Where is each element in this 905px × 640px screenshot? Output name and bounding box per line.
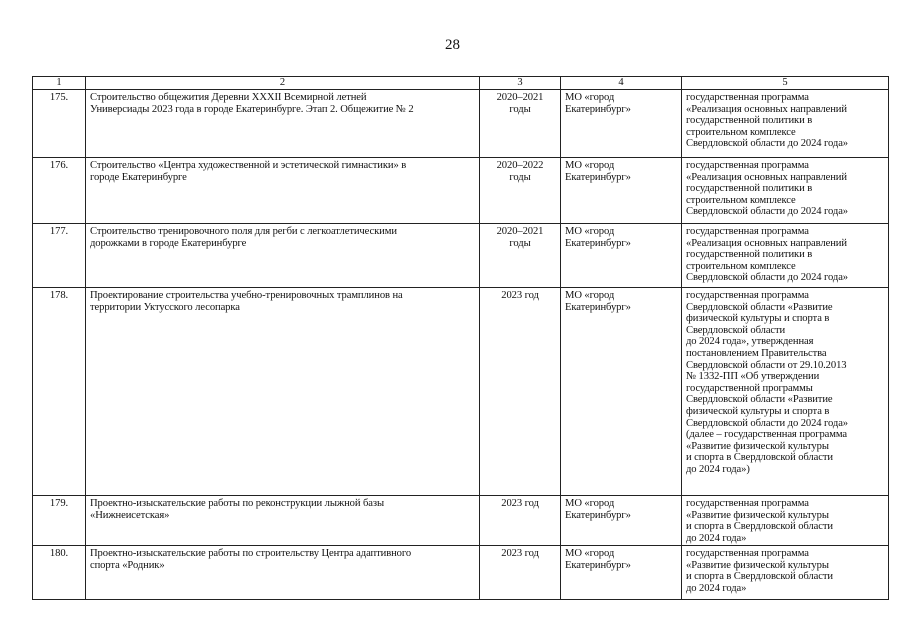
state-program (682, 90, 889, 158)
state-program-line: государственная программа (686, 498, 809, 509)
object-name-line: Универсиады 2023 года в городе Екатеринбурге. Этап 2. Общежитие № 2 (90, 103, 414, 115)
object-name-line: «Нижнеисетская» (90, 509, 170, 521)
page-number: 28 (445, 37, 460, 53)
state-program-line: до 2024 года» (686, 532, 747, 544)
table-row (33, 496, 889, 546)
implementation-period (480, 224, 561, 288)
table-row (33, 224, 889, 288)
implementation-period-line: 2023 год (501, 548, 539, 559)
implementation-period-line: годы (509, 103, 531, 115)
implementation-period (480, 288, 561, 496)
object-name-line: территории Уктусского лесопарка (90, 301, 240, 313)
municipality-line: МО «город (565, 498, 615, 509)
state-program-line: государственная программа (686, 160, 809, 171)
document-table (32, 76, 889, 600)
object-name-line: спорта «Родник» (90, 559, 165, 571)
header-col-4: 4 (561, 77, 682, 90)
state-program-line: физической культуры и спорта в (686, 405, 830, 417)
state-program-line: государственная программа (686, 92, 809, 103)
object-name-line: Проектно-изыскательские работы по строительству Центра адаптивного (90, 548, 412, 559)
state-program-line: строительном комплексе (686, 126, 796, 138)
state-program (682, 224, 889, 288)
state-program-line: государственная программа (686, 226, 809, 237)
object-name (86, 158, 480, 224)
implementation-period (480, 496, 561, 546)
row-number: 180. (33, 546, 86, 600)
table-header (33, 77, 889, 90)
object-name-line: дорожками в городе Екатеринбурге (90, 237, 247, 249)
municipality-line: Екатеринбург» (565, 509, 631, 521)
header-col-2: 2 (86, 77, 480, 90)
state-program-line: «Реализация основных направлений (686, 171, 847, 183)
municipality-line: МО «город (565, 160, 615, 171)
object-name-line: городе Екатеринбурге (90, 171, 187, 183)
state-program-line: Свердловской области «Развитие (686, 394, 833, 406)
implementation-period (480, 546, 561, 600)
state-program-line: строительном комплексе (686, 260, 796, 272)
implementation-period-line: 2023 год (501, 290, 539, 301)
state-program-line: и спорта в Свердловской области (686, 452, 833, 464)
municipality-line: Екатеринбург» (565, 237, 631, 249)
object-name (86, 90, 480, 158)
implementation-period-line: годы (509, 237, 531, 249)
implementation-period (480, 90, 561, 158)
state-program-line: № 1332-ПП «Об утверждении (686, 371, 820, 383)
municipality-line: Екатеринбург» (565, 171, 631, 183)
state-program-line: Свердловской области до 2024 года» (686, 272, 848, 284)
state-program-line: Свердловской области до 2024 года» (686, 206, 848, 218)
state-program (682, 496, 889, 546)
row-number: 178. (33, 288, 86, 496)
state-program (682, 288, 889, 496)
state-program-line: до 2024 года») (686, 463, 750, 475)
implementation-period-line: 2020–2021 (496, 92, 544, 103)
row-number: 175. (33, 90, 86, 158)
state-program (682, 158, 889, 224)
state-program-line: государственной политики в (686, 183, 813, 195)
implementation-period-line: 2020–2022 (496, 160, 544, 171)
object-name-line: Проектно-изыскательские работы по реконструкции лыжной базы (90, 498, 384, 509)
state-program-line: государственная программа (686, 548, 809, 559)
state-program-line: государственной политики в (686, 115, 813, 127)
municipality (561, 288, 682, 496)
object-name-line: Строительство общежития Деревни XXXII Всемирной летней (90, 92, 367, 103)
state-program-line: до 2024 года», утвержденная (686, 336, 814, 348)
implementation-period (480, 158, 561, 224)
implementation-period-line: 2023 год (501, 498, 539, 509)
header-col-1: 1 (33, 77, 86, 90)
state-program-line: «Реализация основных направлений (686, 237, 847, 249)
municipality (561, 546, 682, 600)
table-row (33, 158, 889, 224)
state-program-line: «Развитие физической культуры (686, 440, 829, 452)
object-name (86, 496, 480, 546)
state-program-line: «Развитие физической культуры (686, 509, 829, 521)
state-program-line: государственной политики в (686, 249, 813, 261)
state-program-line: государственной программы (686, 382, 813, 394)
state-program-line: государственная программа (686, 290, 809, 301)
municipality-line: МО «город (565, 290, 615, 301)
municipality (561, 158, 682, 224)
implementation-period-line: годы (509, 171, 531, 183)
municipality-line: Екатеринбург» (565, 559, 631, 571)
state-program-line: Свердловской области «Развитие (686, 301, 833, 313)
object-name-line: Строительство «Центра художественной и эстетической гимнастики» в (90, 160, 407, 171)
state-program-line: до 2024 года» (686, 582, 747, 594)
state-program-line: Свердловской области до 2024 года» (686, 417, 848, 429)
state-program-line: Свердловской области до 2024 года» (686, 138, 848, 150)
state-program-line: физической культуры и спорта в (686, 313, 830, 325)
state-program-line: постановлением Правительства (686, 347, 827, 359)
municipality-line: МО «город (565, 92, 615, 103)
implementation-period-line: 2020–2021 (496, 226, 544, 237)
state-program-line: строительном комплексе (686, 194, 796, 206)
object-name (86, 546, 480, 600)
header-row (33, 77, 889, 90)
municipality (561, 224, 682, 288)
header-col-3: 3 (480, 77, 561, 90)
state-program-line: «Развитие физической культуры (686, 559, 829, 571)
state-program-line: и спорта в Свердловской области (686, 571, 833, 583)
object-name-line: Строительство тренировочного поля для регби с легкоатлетическими (90, 226, 397, 237)
header-col-5: 5 (682, 77, 889, 90)
municipality (561, 496, 682, 546)
municipality (561, 90, 682, 158)
state-program-line: Свердловской области (686, 324, 786, 336)
municipality-line: Екатеринбург» (565, 103, 631, 115)
row-number: 176. (33, 158, 86, 224)
object-name-line: Проектирование строительства учебно-тренировочных трамплинов на (90, 290, 403, 301)
table-row (33, 90, 889, 158)
municipality-line: МО «город (565, 226, 615, 237)
object-name (86, 224, 480, 288)
state-program-line: и спорта в Свердловской области (686, 521, 833, 533)
state-program-line: (далее – государственная программа (686, 429, 847, 441)
state-program-line: Свердловской области от 29.10.2013 (686, 359, 847, 371)
table-body (33, 90, 889, 600)
table-row (33, 288, 889, 496)
table-row (33, 546, 889, 600)
state-program (682, 546, 889, 600)
row-number: 177. (33, 224, 86, 288)
municipality-line: Екатеринбург» (565, 301, 631, 313)
municipality-line: МО «город (565, 548, 615, 559)
row-number: 179. (33, 496, 86, 546)
state-program-line: «Реализация основных направлений (686, 103, 847, 115)
object-name (86, 288, 480, 496)
